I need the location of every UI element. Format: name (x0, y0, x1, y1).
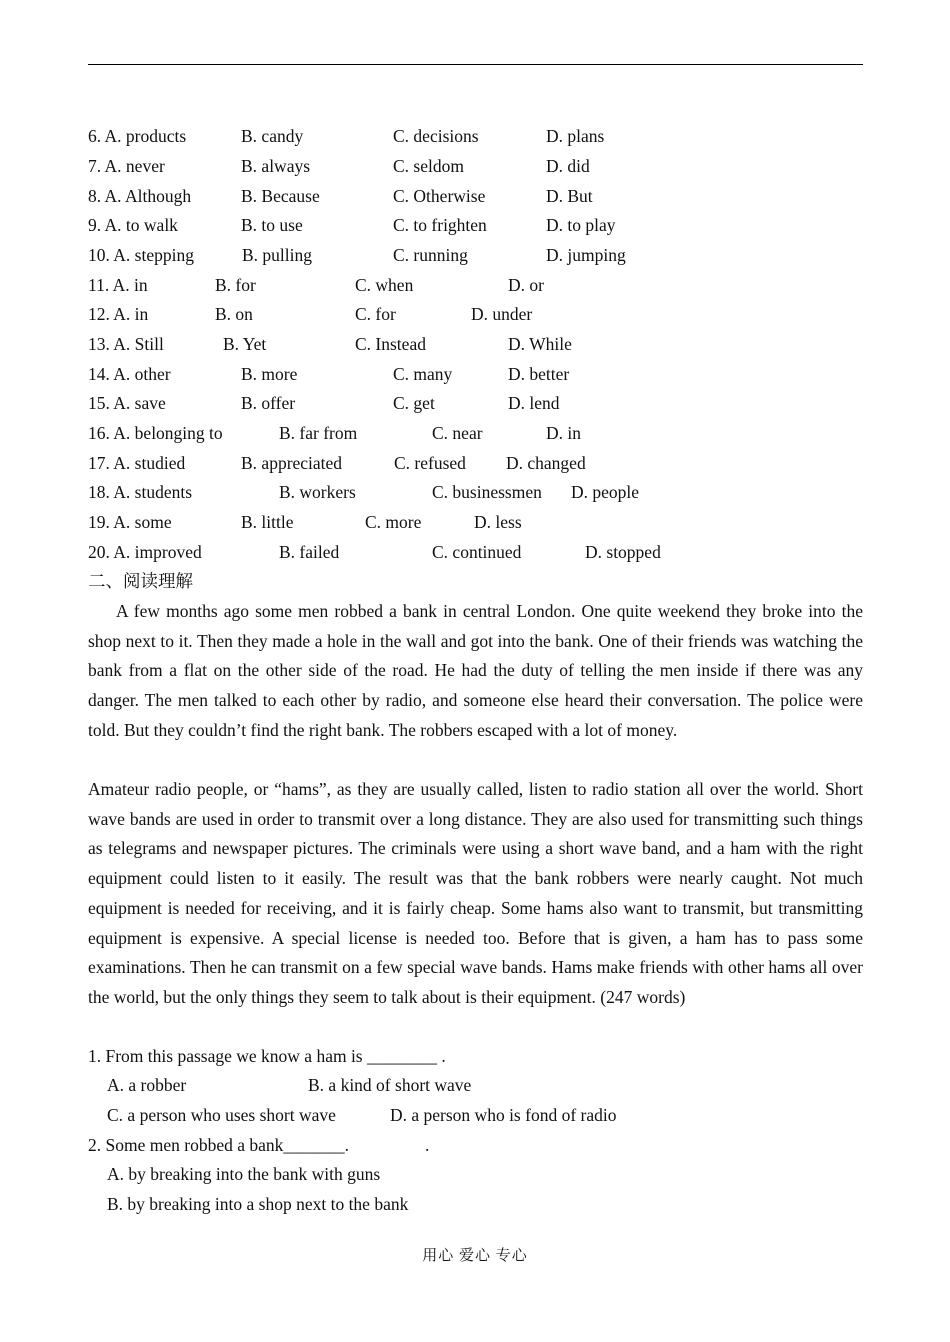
option-b: B. pulling (242, 245, 313, 265)
question-1-option-a: A. a robber (107, 1075, 187, 1095)
option-a: 12. A. in (88, 304, 149, 324)
option-c: C. to frighten (393, 215, 487, 235)
option-d: D. in (546, 423, 581, 443)
option-c: C. more (365, 512, 422, 532)
option-d: D. or (508, 275, 544, 295)
option-a: 14. A. other (88, 364, 171, 384)
question-1-option-b: B. a kind of short wave (308, 1075, 472, 1095)
option-d: D. plans (546, 126, 605, 146)
page-footer: 用心 爱心 专心 (422, 1248, 528, 1264)
option-b: B. workers (279, 482, 356, 502)
option-c: C. decisions (393, 126, 479, 146)
option-c: C. for (355, 304, 396, 324)
section-title: 二、阅读理解 (88, 571, 193, 591)
option-a: 16. A. belonging to (88, 423, 223, 443)
option-d: D. less (474, 512, 522, 532)
option-d: D. changed (506, 453, 586, 473)
option-d: D. jumping (546, 245, 626, 265)
option-c: C. continued (432, 542, 522, 562)
option-c: C. running (393, 245, 468, 265)
option-c: C. when (355, 275, 414, 295)
question-2-stem: 2. Some men robbed a bank_______. (88, 1135, 349, 1155)
option-b: B. on (215, 304, 253, 324)
option-a: 6. A. products (88, 126, 187, 146)
option-c: C. Instead (355, 334, 426, 354)
option-d: D. But (546, 186, 593, 206)
option-b: B. for (215, 275, 256, 295)
option-a: 8. A. Although (88, 186, 192, 206)
option-b: B. offer (241, 393, 296, 413)
option-c: C. many (393, 364, 453, 384)
question-1-option-c: C. a person who uses short wave (107, 1105, 336, 1125)
question-2-stem-tail: . (425, 1135, 430, 1155)
option-a: 11. A. in (88, 275, 148, 295)
option-a: 10. A. stepping (88, 245, 194, 265)
option-b: B. more (241, 364, 298, 384)
option-d: D. to play (546, 215, 616, 235)
option-d: D. lend (508, 393, 560, 413)
option-b: B. little (241, 512, 294, 532)
passage-paragraph-2: Amateur radio people, or “hams”, as they are usually called, listen to radio station all over the world. Short wave bands are used in order to transmit over a long distance. They are also used for transmitting such things as telegrams and newspaper pictures. The criminals were using a short wave band, and a ham with the right equipment could listen to it easily. The result was that the bank robbers were nearly caught. Not much equipment is needed for receiving, and it is fairly cheap. Some hams also want to transmit, but transmitting equipment is expensive. A special license is needed too. Before that is given, a ham has to pass some examinations. Then he can transmit on a few special wave bands. Hams make friends with other hams all over the world, but the only things they seem to talk about is their equipment. (247 words) (88, 779, 863, 1007)
question-2-option-a: A. by breaking into the bank with guns (107, 1164, 381, 1184)
option-b: B. Yet (223, 334, 267, 354)
option-a: 15. A. save (88, 393, 166, 413)
option-c: C. get (393, 393, 435, 413)
header-rule (88, 64, 863, 65)
option-b: B. always (241, 156, 311, 176)
option-a: 13. A. Still (88, 334, 164, 354)
option-d: D. stopped (585, 542, 661, 562)
option-c: C. Otherwise (393, 186, 486, 206)
option-c: C. refused (394, 453, 466, 473)
option-d: D. under (471, 304, 533, 324)
option-d: D. better (508, 364, 570, 384)
option-c: C. businessmen (432, 482, 542, 502)
option-a: 18. A. students (88, 482, 193, 502)
option-a: 19. A. some (88, 512, 172, 532)
option-b: B. to use (241, 215, 303, 235)
option-d: D. people (571, 482, 640, 502)
option-b: B. candy (241, 126, 304, 146)
option-d: D. While (508, 334, 572, 354)
option-c: C. seldom (393, 156, 464, 176)
option-b: B. appreciated (241, 453, 343, 473)
option-b: B. Because (241, 186, 320, 206)
option-b: B. far from (279, 423, 358, 443)
question-1-option-d: D. a person who is fond of radio (390, 1105, 617, 1125)
option-a: 20. A. improved (88, 542, 202, 562)
option-a: 7. A. never (88, 156, 165, 176)
passage-paragraph-1: A few months ago some men robbed a bank in central London. One quite weekend they broke into the shop next to it. Then they made a hole in the wall and got into the bank. One of their friends was watching the bank from a flat on the other side of the road. He had the duty of telling the men inside if there was any danger. The men talked to each other by radio, and someone else heard their conversation. The police were told. But they couldn’t find the right bank. The robbers escaped with a lot of money. (88, 601, 863, 740)
option-d: D. did (546, 156, 590, 176)
question-2-option-b: B. by breaking into a shop next to the bank (107, 1194, 409, 1214)
option-a: 17. A. studied (88, 453, 186, 473)
option-c: C. near (432, 423, 483, 443)
question-1-stem: 1. From this passage we know a ham is ________ . (88, 1046, 446, 1066)
option-b: B. failed (279, 542, 340, 562)
option-a: 9. A. to walk (88, 215, 178, 235)
